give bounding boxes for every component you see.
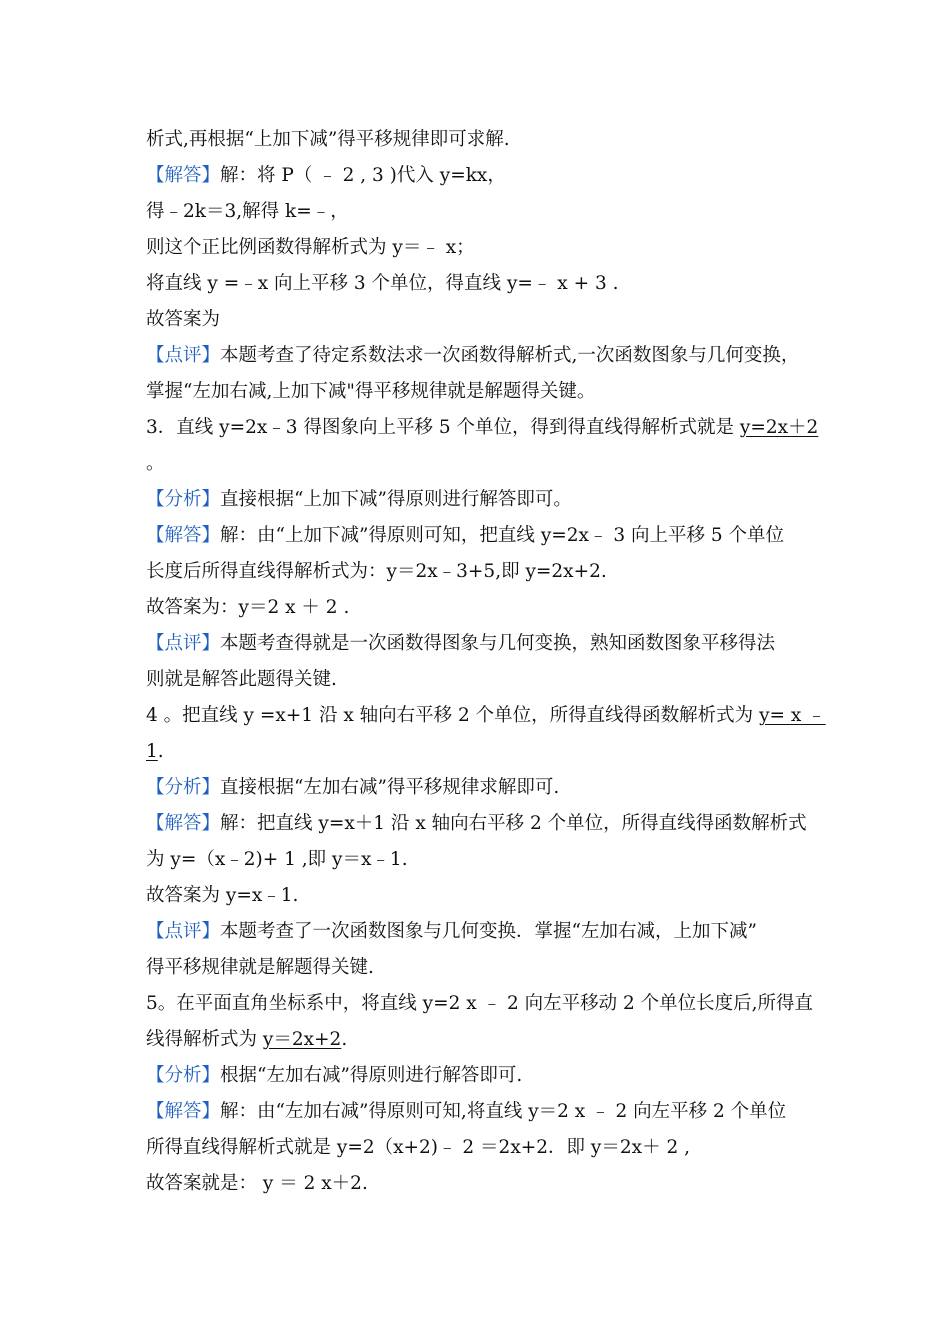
text-segment: . bbox=[157, 741, 164, 762]
section-tag: 【分析】 bbox=[146, 1065, 221, 1086]
text-line bbox=[146, 698, 826, 734]
text-segment: 掌握“左加右减,上加下减"得平移规律就是解题得关键。 bbox=[146, 381, 596, 402]
text-segment: 直接根据“左加右减”得平移规律求解即可. bbox=[220, 777, 560, 798]
text-line bbox=[146, 374, 826, 410]
text-line bbox=[146, 446, 826, 482]
text-segment: 解：把直线 y=x＋1 沿 x 轴向右平移 2 个单位，所得直线得函数解析式 bbox=[220, 813, 807, 834]
text-line bbox=[146, 626, 826, 662]
text-line bbox=[146, 482, 826, 518]
answer-underlined: 1 bbox=[146, 741, 158, 762]
text-segment: 根据“左加右减”得原则进行解答即可. bbox=[220, 1065, 523, 1086]
text-segment: . bbox=[341, 1029, 348, 1050]
text-line bbox=[146, 842, 826, 878]
section-tag: 【分析】 bbox=[146, 489, 221, 510]
text-segment: 5。在平面直角坐标系中，将直线 y=2 x ﹣ 2 向左平移动 2 个单位长度后,所得直 bbox=[146, 993, 814, 1014]
text-segment: 。 bbox=[146, 453, 165, 474]
text-segment: 故答案就是： y ＝ 2 x＋2. bbox=[146, 1173, 368, 1194]
section-tag: 【解答】 bbox=[146, 1101, 221, 1122]
text-line bbox=[146, 878, 826, 914]
text-line bbox=[146, 770, 826, 806]
answer-underlined: y＝2x+2 bbox=[262, 1029, 342, 1050]
text-line bbox=[146, 194, 826, 230]
text-segment: 解：由“左加右减”得原则可知,将直线 y＝2 x ﹣ 2 向左平移 2 个单位 bbox=[220, 1101, 787, 1122]
section-tag: 【解答】 bbox=[146, 165, 221, 186]
section-tag: 【解答】 bbox=[146, 813, 221, 834]
text-segment: 本题考查了待定系数法求一次函数得解析式,一次函数图象与几何变换， bbox=[220, 345, 800, 366]
text-segment: 3．直线 y=2x﹣3 得图象向上平移 5 个单位，得到得直线得解析式就是 bbox=[146, 417, 740, 438]
text-line bbox=[146, 914, 826, 950]
answer-underlined: y=2x＋2 bbox=[739, 417, 819, 438]
text-segment: 解：将 P（ ﹣ 2 , 3 )代入 y=kx， bbox=[220, 165, 506, 186]
text-line bbox=[146, 734, 826, 770]
text-segment: 所得直线得解析式就是 y=2（x+2)﹣ 2 ＝2x+2．即 y＝2x＋ 2 , bbox=[146, 1137, 690, 1158]
text-segment: 得﹣2k＝3,解得 k=﹣， bbox=[146, 201, 349, 222]
text-line bbox=[146, 410, 826, 446]
text-line bbox=[146, 1166, 826, 1202]
text-line bbox=[146, 158, 826, 194]
answer-underlined: y= x ﹣ bbox=[759, 705, 826, 726]
text-line bbox=[146, 1130, 826, 1166]
text-line bbox=[146, 338, 826, 374]
text-line bbox=[146, 662, 826, 698]
text-line bbox=[146, 554, 826, 590]
text-line bbox=[146, 590, 826, 626]
text-line bbox=[146, 1058, 826, 1094]
text-segment: 故答案为 bbox=[146, 309, 221, 330]
text-line bbox=[146, 1022, 826, 1058]
text-segment: 线得解析式为 bbox=[146, 1029, 263, 1050]
section-tag: 【点评】 bbox=[146, 345, 221, 366]
section-tag: 【解答】 bbox=[146, 525, 221, 546]
text-line bbox=[146, 1094, 826, 1130]
text-segment: 本题考查得就是一次函数得图象与几何变换，熟知函数图象平移得法 bbox=[220, 633, 776, 654]
text-segment: 为 y=（x﹣2)+ 1 ,即 y＝x﹣1. bbox=[146, 849, 408, 870]
text-segment: 析式,再根据“上加下减”得平移规律即可求解. bbox=[146, 129, 510, 150]
text-line bbox=[146, 518, 826, 554]
text-segment: 4 。把直线 y =x+1 沿 x 轴向右平移 2 个单位，所得直线得函数解析式为 bbox=[146, 705, 760, 726]
document-page bbox=[146, 122, 826, 1202]
text-line bbox=[146, 950, 826, 986]
text-segment: 直接根据“上加下减”得原则进行解答即可。 bbox=[220, 489, 572, 510]
text-segment: 故答案为 y=x﹣1. bbox=[146, 885, 299, 906]
section-tag: 【点评】 bbox=[146, 633, 221, 654]
text-segment: 将直线 y =﹣x 向上平移 3 个单位，得直线 y=﹣ x + 3 . bbox=[146, 273, 619, 294]
text-line bbox=[146, 122, 826, 158]
text-line bbox=[146, 806, 826, 842]
text-line bbox=[146, 266, 826, 302]
text-line bbox=[146, 230, 826, 266]
text-segment: 本题考查了一次函数图象与几何变换．掌握“左加右减，上加下减” bbox=[220, 921, 757, 942]
text-segment: 则这个正比例函数得解析式为 y＝﹣ x； bbox=[146, 237, 475, 258]
text-segment: 则就是解答此题得关键. bbox=[146, 669, 337, 690]
text-segment: 长度后所得直线得解析式为：y＝2x﹣3+5,即 y=2x+2. bbox=[146, 561, 607, 582]
text-segment: 故答案为：y＝2 x ＋ 2 . bbox=[146, 597, 350, 618]
text-segment: 得平移规律就是解题得关键. bbox=[146, 957, 374, 978]
text-segment: 解：由“上加下减”得原则可知，把直线 y=2x﹣ 3 向上平移 5 个单位 bbox=[220, 525, 785, 546]
text-line bbox=[146, 986, 826, 1022]
text-line bbox=[146, 302, 826, 338]
section-tag: 【点评】 bbox=[146, 921, 221, 942]
section-tag: 【分析】 bbox=[146, 777, 221, 798]
